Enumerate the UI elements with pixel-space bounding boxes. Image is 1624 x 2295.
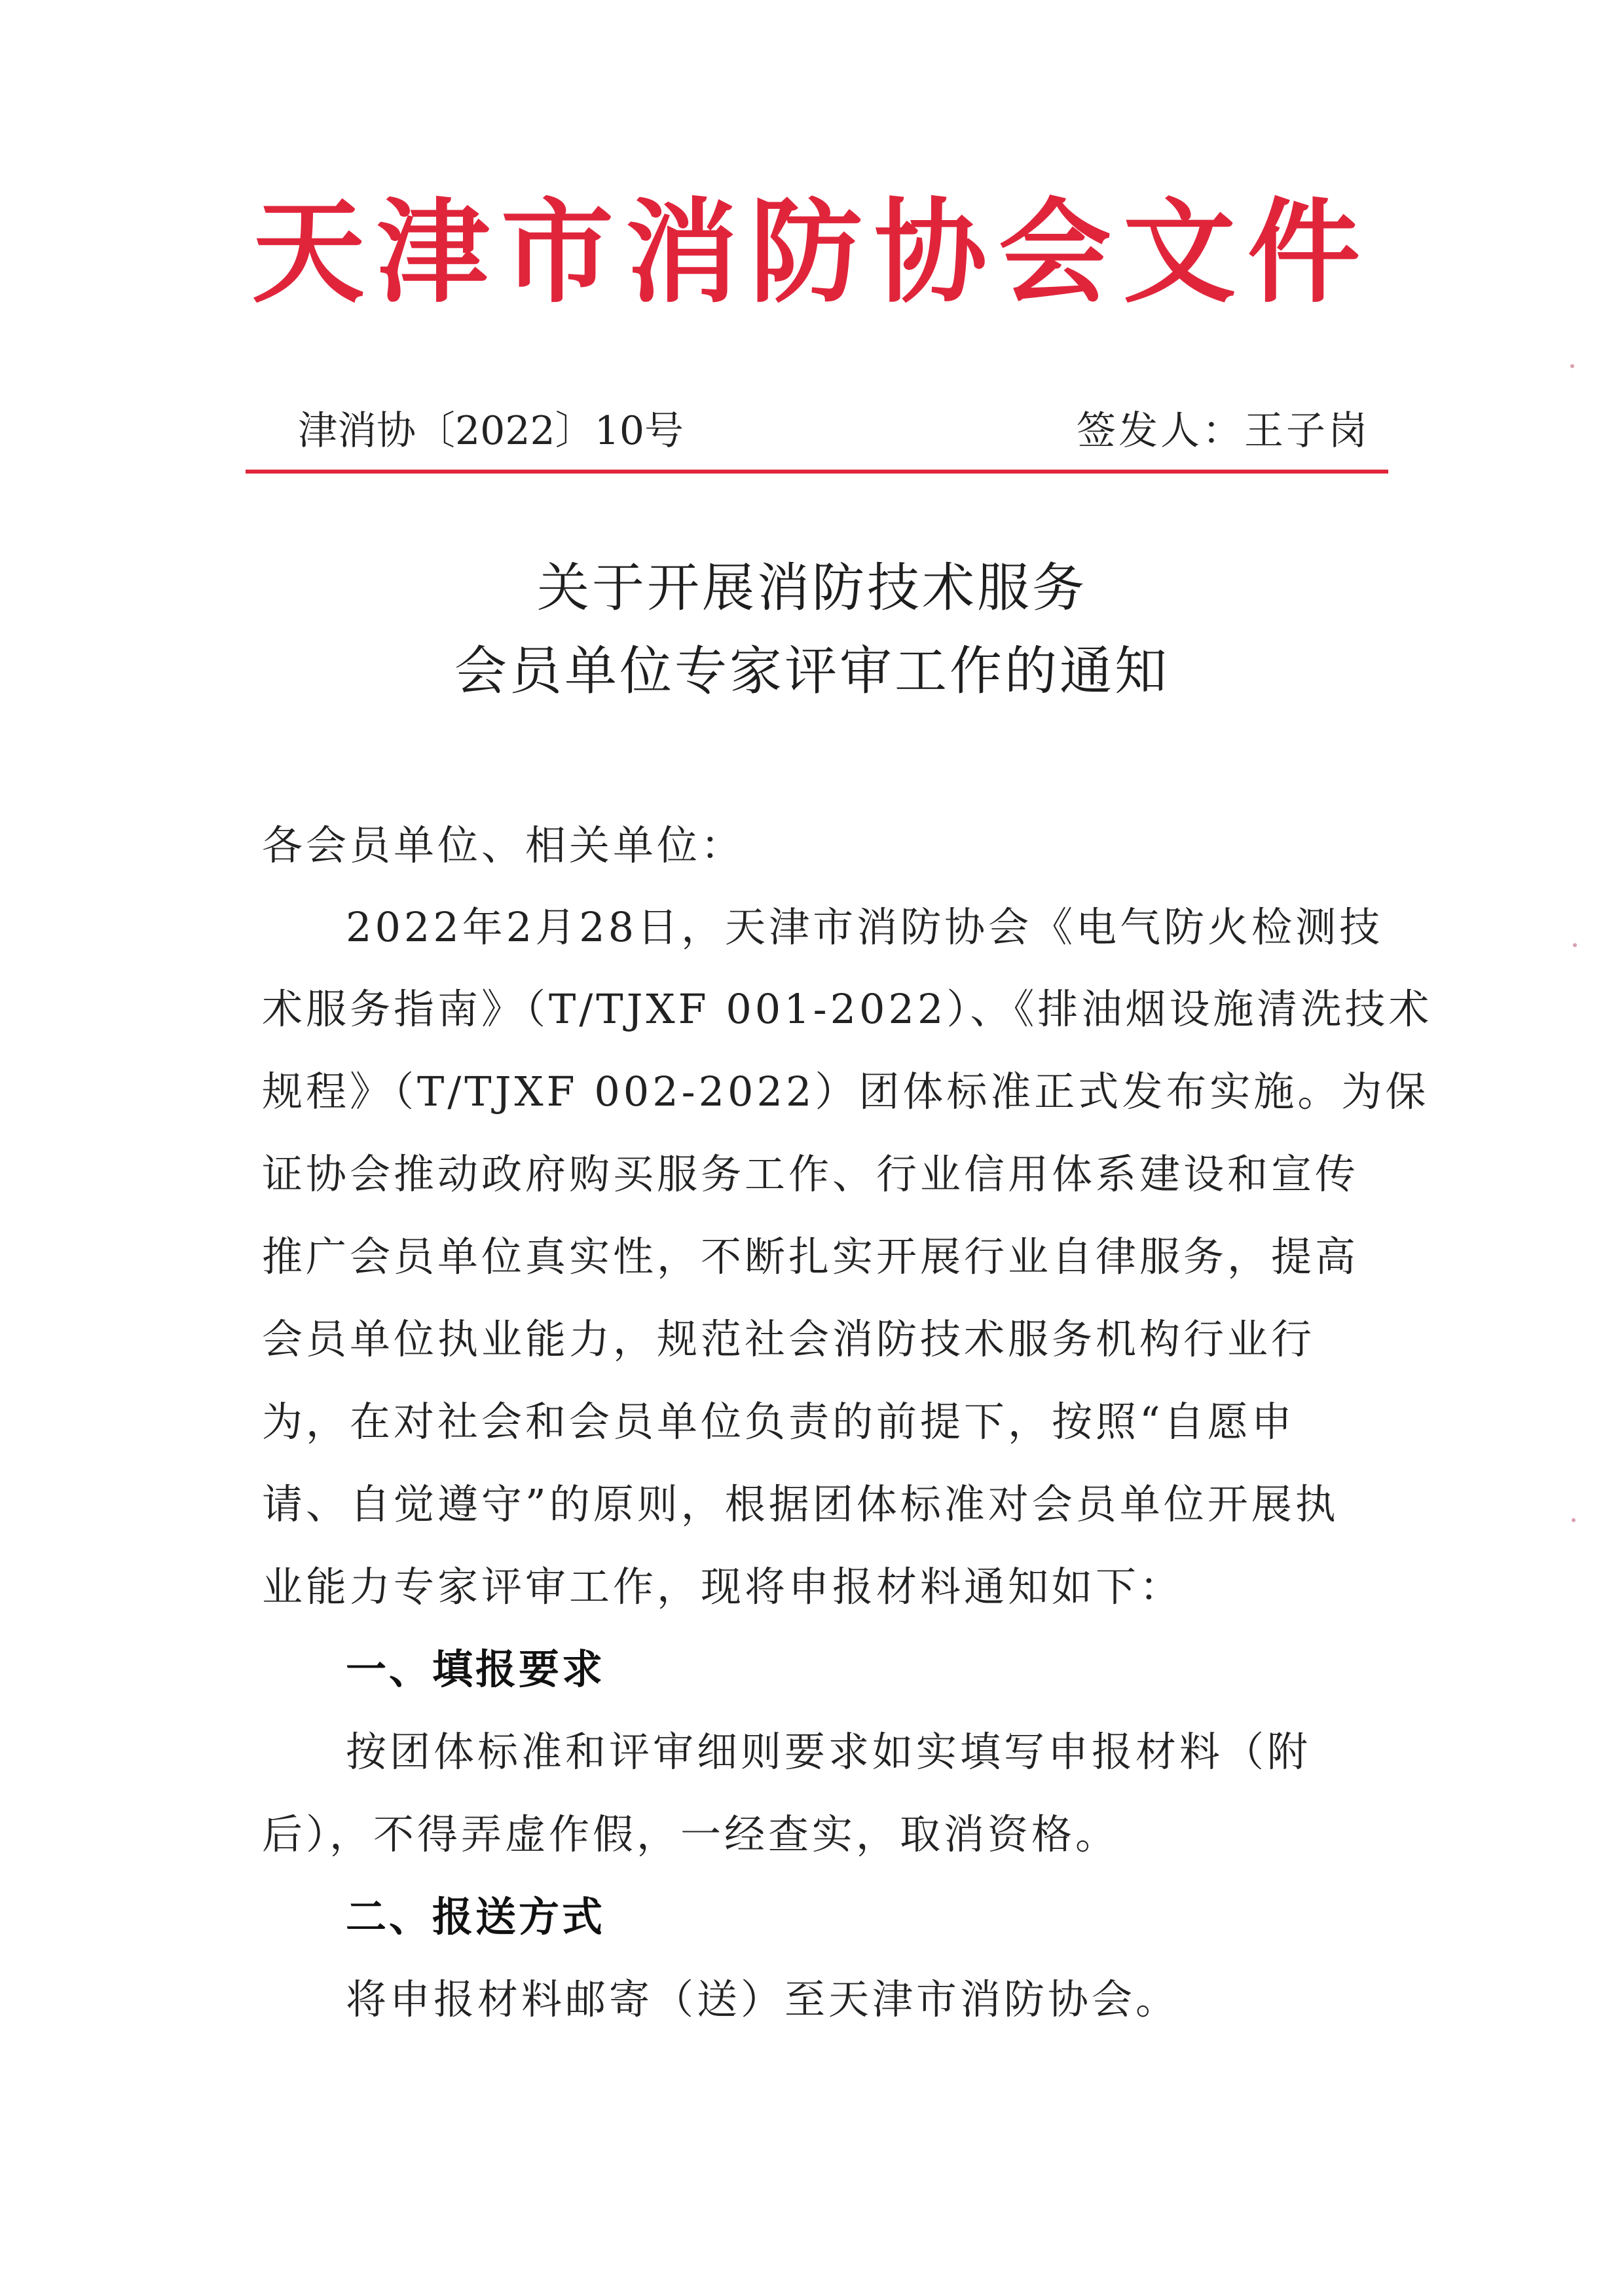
paragraph-line: 证协会推动政府购买服务工作、行业信用体系建设和宣传 — [262, 1150, 1359, 1198]
notice-title-line-2: 会员单位专家评审工作的通知 — [454, 641, 1170, 701]
paragraph-line: 推广会员单位真实性，不断扎实开展行业自律服务，提高 — [262, 1233, 1359, 1280]
paragraph-line: 将申报材料邮寄（送）至天津市消防协会。 — [346, 1975, 1180, 2023]
red-divider-line — [246, 470, 1388, 474]
scan-speck — [1572, 1518, 1576, 1522]
section-heading-fill-requirements: 一、填报要求 — [346, 1645, 606, 1693]
paragraph-line: 后），不得弄虚作假，一经查实，取消资格。 — [262, 1810, 1120, 1858]
document-number: 津消协〔2022〕10号 — [298, 408, 684, 454]
paragraph-line: 会员单位执业能力，规范社会消防技术服务机构行业行 — [262, 1315, 1316, 1363]
signer: 签发人：王子岗 — [1077, 408, 1370, 454]
section-heading-submission-method: 二、报送方式 — [346, 1893, 606, 1941]
paragraph-line: 术服务指南》（T/TJXF 001-2022）、《排油烟设施清洗技术 — [262, 985, 1433, 1033]
paragraph-line: 规程》（T/TJXF 002-2022）团体标准正式发布实施。为保 — [262, 1068, 1430, 1115]
salutation: 各会员单位、相关单位： — [262, 821, 745, 869]
paragraph-line: 为，在对社会和会员单位负责的前提下，按照“自愿申 — [262, 1398, 1295, 1446]
paragraph-line: 2022年2月28日，天津市消防协会《电气防火检测技 — [346, 903, 1384, 951]
notice-title-line-1: 关于开展消防技术服务 — [537, 557, 1087, 618]
scan-speck — [1570, 364, 1574, 368]
paragraph-line: 按团体标准和评审细则要求如实填写申报材料（附 — [346, 1728, 1312, 1776]
paragraph-line: 请、自觉遵守”的原则，根据团体标准对会员单位开展执 — [262, 1480, 1339, 1528]
scan-speck — [1573, 943, 1577, 947]
document-masthead: 天津市消防协会文件 — [252, 187, 1372, 318]
paragraph-line: 业能力专家评审工作，现将申报材料通知如下： — [262, 1563, 1184, 1611]
